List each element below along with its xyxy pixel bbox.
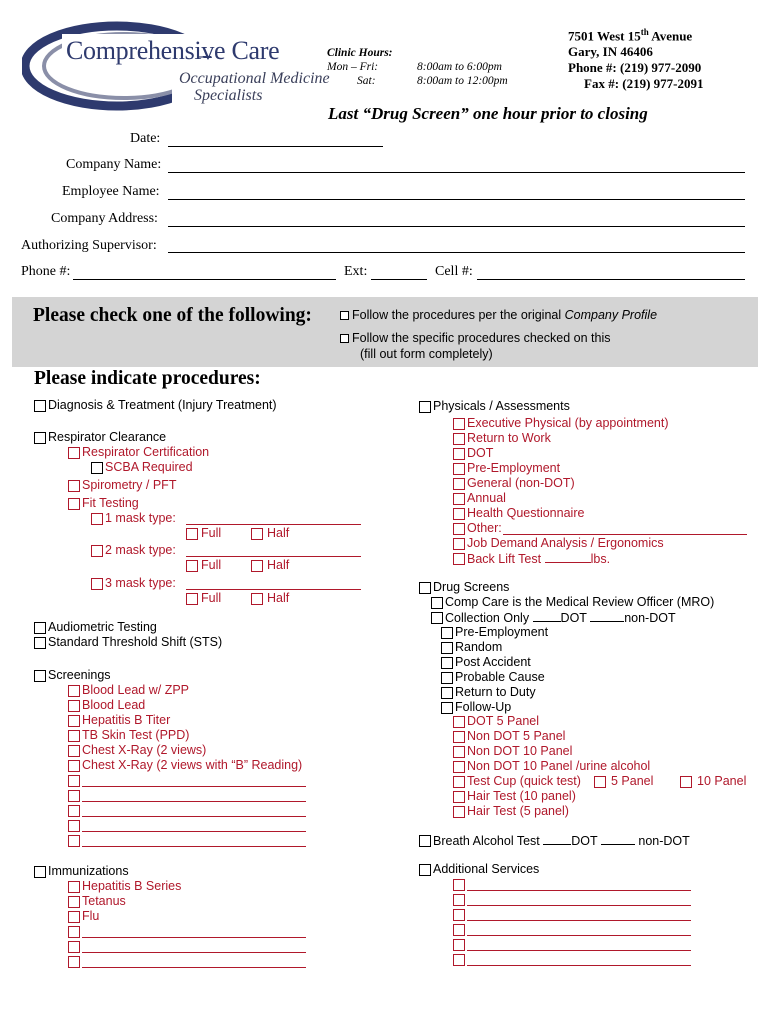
immun-item-label: Flu: [82, 909, 100, 923]
clinic-days1: Mon – Fri:: [327, 61, 379, 73]
screen-item-checkbox[interactable]: [68, 700, 80, 712]
diagnosis-label: Diagnosis & Treatment (Injury Treatment): [48, 398, 277, 412]
date-line[interactable]: [168, 146, 383, 147]
screen-item-checkbox[interactable]: [68, 760, 80, 772]
drug-screens-label: Drug Screens: [433, 580, 510, 594]
phys-item-label: Pre-Employment: [467, 461, 561, 475]
mask1-checkbox[interactable]: [91, 513, 103, 525]
reason-checkbox[interactable]: [441, 672, 453, 684]
screenings-checkbox[interactable]: [34, 670, 46, 682]
scba-label: SCBA Required: [105, 460, 193, 474]
screen-item-checkbox[interactable]: [68, 715, 80, 727]
followup-item-checkbox[interactable]: [453, 716, 465, 728]
immun-blank-checkbox[interactable]: [68, 956, 80, 968]
option2-checkbox[interactable]: [340, 334, 349, 343]
additional-blank-line[interactable]: [467, 965, 691, 966]
immunizations-checkbox[interactable]: [34, 866, 46, 878]
mask3-half-label: Half: [267, 591, 290, 605]
ext-label: Ext:: [344, 264, 368, 279]
breath-alcohol-checkbox[interactable]: [419, 835, 431, 847]
employee-name-label: Employee Name:: [62, 184, 160, 199]
additional-blank-checkbox[interactable]: [453, 894, 465, 906]
five-panel-label: 5 Panel: [611, 774, 654, 788]
followup-item-checkbox[interactable]: [453, 731, 465, 743]
additional-services-checkbox[interactable]: [419, 864, 431, 876]
drug-screens-checkbox[interactable]: [419, 582, 431, 594]
clinic-time1: 8:00am to 6:00pm: [417, 61, 502, 73]
address-city: Gary, IN 46406: [568, 44, 653, 60]
breath-alcohol-label: Breath Alcohol Test DOT non-DOT: [433, 834, 690, 848]
followup-item-label: DOT 5 Panel: [467, 714, 540, 728]
mask1-half-label: Half: [267, 526, 290, 540]
spirometry-label: Spirometry / PFT: [82, 478, 177, 492]
mask2-type-line[interactable]: [186, 556, 361, 557]
immun-blank-line[interactable]: [82, 937, 306, 938]
address-street: 7501 West 15th Avenue: [568, 27, 693, 44]
resp-cert-label: Respirator Certification: [82, 445, 210, 459]
audiometric-checkbox[interactable]: [34, 622, 46, 634]
collection-label: Collection Only DOT non-DOT: [445, 611, 676, 625]
scba-checkbox[interactable]: [91, 462, 103, 474]
immunizations-label: Immunizations: [48, 864, 129, 878]
additional-blank-checkbox[interactable]: [453, 879, 465, 891]
phys-item-label: Other:: [467, 521, 502, 535]
reason-checkbox[interactable]: [441, 687, 453, 699]
followup-item-label: Non DOT 10 Panel: [467, 744, 573, 758]
screen-item-checkbox[interactable]: [68, 745, 80, 757]
mask2-checkbox[interactable]: [91, 545, 103, 557]
company-address-line[interactable]: [168, 226, 745, 227]
phys-item-checkbox[interactable]: [453, 463, 465, 475]
clinic-hours: [327, 46, 508, 87]
clinic-hours-label: Clinic Hours:: [327, 47, 393, 59]
additional-blank-line[interactable]: [467, 890, 691, 891]
immun-item-checkbox[interactable]: [68, 896, 80, 908]
mask1-full-checkbox[interactable]: [186, 528, 198, 540]
mask3-label: 3 mask type:: [105, 576, 176, 590]
immun-blank-line[interactable]: [82, 952, 306, 953]
immun-blank-checkbox[interactable]: [68, 926, 80, 938]
test-cup-label: Test Cup (quick test): [467, 774, 581, 788]
option1-label: Follow the procedures per the original Company Profile: [352, 308, 658, 322]
option2-label: Follow the specific procedures checked on this: [352, 331, 611, 345]
phys-item-checkbox[interactable]: [453, 538, 465, 550]
immun-item-label: Hepatitis B Series: [82, 879, 182, 893]
screen-blank-line[interactable]: [82, 816, 306, 817]
resp-cert-checkbox[interactable]: [68, 447, 80, 459]
screen-item-label: TB Skin Test (PPD): [82, 728, 190, 742]
additional-blank-line[interactable]: [467, 935, 691, 936]
immun-item-label: Tetanus: [82, 894, 126, 908]
phys-item-label: Return to Work: [467, 431, 551, 445]
option1-checkbox[interactable]: [340, 311, 349, 320]
screen-item-label: Blood Lead: [82, 698, 146, 712]
logo-line1: Occupational Medicine: [179, 70, 330, 87]
phys-item-label: Job Demand Analysis / Ergonomics: [467, 536, 664, 550]
additional-blank-checkbox[interactable]: [453, 954, 465, 966]
respirator-checkbox[interactable]: [34, 432, 46, 444]
followup-item-checkbox[interactable]: [453, 746, 465, 758]
company-name-line[interactable]: [168, 172, 745, 173]
respirator-label: Respirator Clearance: [48, 430, 167, 444]
physicals-checkbox[interactable]: [419, 401, 431, 413]
additional-blank-line[interactable]: [467, 920, 691, 921]
logo-name: Comprehensive Care: [66, 36, 280, 65]
mask1-full-label: Full: [201, 526, 222, 540]
phys-item-label: Health Questionnaire: [467, 506, 585, 520]
immun-item-checkbox[interactable]: [68, 881, 80, 893]
company-logo: [22, 20, 330, 112]
reason-checkbox[interactable]: [441, 627, 453, 639]
check-one-heading: Please check one of the following:: [33, 305, 312, 326]
phys-item-label: Annual: [467, 491, 506, 505]
phone-line[interactable]: [73, 279, 336, 280]
option2-note: (fill out form completely): [360, 347, 493, 361]
reason-label: Random: [455, 640, 503, 654]
reason-label: Pre-Employment: [455, 625, 549, 639]
immun-blank-checkbox[interactable]: [68, 941, 80, 953]
phone-label: Phone #:: [21, 264, 71, 279]
other-line[interactable]: [503, 534, 747, 535]
clinic-days2: Sat:: [357, 75, 376, 87]
logo-line2: Specialists: [194, 87, 263, 104]
backlift-checkbox[interactable]: [453, 553, 465, 565]
five-panel-checkbox[interactable]: [594, 776, 606, 788]
reason-checkbox[interactable]: [441, 642, 453, 654]
phys-item-checkbox[interactable]: [453, 448, 465, 460]
ten-panel-checkbox[interactable]: [680, 776, 692, 788]
mask1-half-checkbox[interactable]: [251, 528, 263, 540]
cell-line[interactable]: [477, 279, 745, 280]
screen-blank-line[interactable]: [82, 846, 306, 847]
additional-blank-checkbox[interactable]: [453, 909, 465, 921]
phys-item-label: General (non-DOT): [467, 476, 575, 490]
screen-item-checkbox[interactable]: [68, 685, 80, 697]
supervisor-label: Authorizing Supervisor:: [21, 238, 157, 253]
company-address-label: Company Address:: [51, 211, 158, 226]
reason-label: Return to Duty: [455, 685, 536, 699]
mask2-full-label: Full: [201, 558, 222, 572]
test-cup-checkbox[interactable]: [453, 776, 465, 788]
physicals-label: Physicals / Assessments: [433, 399, 570, 413]
reason-label: Post Accident: [455, 655, 531, 669]
screen-item-label: Blood Lead w/ ZPP: [82, 683, 190, 697]
hair5-label: Hair Test (5 panel): [467, 804, 569, 818]
mask3-checkbox[interactable]: [91, 578, 103, 590]
screen-item-label: Chest X-Ray (2 views): [82, 743, 207, 757]
cell-label: Cell #:: [435, 264, 473, 279]
screen-item-label: Hepatitis B Titer: [82, 713, 171, 727]
mask2-half-checkbox[interactable]: [251, 560, 263, 572]
mask2-label: 2 mask type:: [105, 543, 176, 557]
immun-blank-line[interactable]: [82, 967, 306, 968]
followup-item-label: Non DOT 5 Panel: [467, 729, 566, 743]
check-one-panel: [12, 297, 758, 367]
backlift-label: Back Lift Test lbs.: [467, 552, 611, 566]
ten-panel-label: 10 Panel: [697, 774, 747, 788]
hair10-label: Hair Test (10 panel): [467, 789, 576, 803]
ext-line[interactable]: [371, 279, 427, 280]
spirometry-checkbox[interactable]: [68, 480, 80, 492]
mask3-type-line[interactable]: [186, 589, 361, 590]
additional-services-label: Additional Services: [433, 862, 540, 876]
address-phone: Phone #: (219) 977-2090: [568, 60, 702, 76]
screen-blank-checkbox[interactable]: [68, 820, 80, 832]
reason-label: Probable Cause: [455, 670, 545, 684]
immun-item-checkbox[interactable]: [68, 911, 80, 923]
address-fax: Fax #: (219) 977-2091: [584, 76, 704, 92]
sts-checkbox[interactable]: [34, 637, 46, 649]
mask3-full-label: Full: [201, 591, 222, 605]
supervisor-line[interactable]: [168, 252, 745, 253]
phys-item-checkbox[interactable]: [453, 508, 465, 520]
collection-checkbox[interactable]: [431, 612, 443, 624]
procedures-heading: Please indicate procedures:: [34, 368, 261, 389]
followup-item-checkbox[interactable]: [453, 761, 465, 773]
screen-blank-checkbox[interactable]: [68, 790, 80, 802]
reason-checkbox[interactable]: [441, 657, 453, 669]
phys-item-checkbox[interactable]: [453, 418, 465, 430]
mask2-half-label: Half: [267, 558, 290, 572]
logo-swoosh-icon: [22, 20, 322, 112]
followup-item-label: Non DOT 10 Panel /urine alcohol: [467, 759, 651, 773]
screen-blank-line[interactable]: [82, 801, 306, 802]
hair5-checkbox[interactable]: [453, 806, 465, 818]
date-label: Date:: [130, 131, 161, 146]
reason-label: Follow-Up: [455, 700, 512, 714]
company-name-label: Company Name:: [66, 157, 162, 172]
additional-blank-checkbox[interactable]: [453, 924, 465, 936]
employee-name-line[interactable]: [168, 199, 745, 200]
mask1-label: 1 mask type:: [105, 511, 176, 525]
additional-blank-checkbox[interactable]: [453, 939, 465, 951]
fit-testing-checkbox[interactable]: [68, 498, 80, 510]
screenings-label: Screenings: [48, 668, 111, 682]
mask1-type-line[interactable]: [186, 524, 361, 525]
mro-label: Comp Care is the Medical Review Officer (MRO): [445, 595, 715, 609]
mask2-full-checkbox[interactable]: [186, 560, 198, 572]
screen-item-checkbox[interactable]: [68, 730, 80, 742]
hair10-checkbox[interactable]: [453, 791, 465, 803]
screen-item-label: Chest X-Ray (2 views with “B” Reading): [82, 758, 303, 772]
phys-item-checkbox[interactable]: [453, 493, 465, 505]
additional-blank-line[interactable]: [467, 950, 691, 951]
phys-item-label: DOT: [467, 446, 494, 460]
screen-blank-line[interactable]: [82, 786, 306, 787]
drug-screen-notice: Last “Drug Screen” one hour prior to closing: [328, 104, 648, 123]
diagnosis-checkbox[interactable]: [34, 400, 46, 412]
mask3-full-checkbox[interactable]: [186, 593, 198, 605]
additional-blank-line[interactable]: [467, 905, 691, 906]
screen-blank-line[interactable]: [82, 831, 306, 832]
fit-testing-label: Fit Testing: [82, 496, 139, 510]
audiometric-label: Audiometric Testing: [48, 620, 157, 634]
phys-item-checkbox[interactable]: [453, 523, 465, 535]
clinic-time2: 8:00am to 12:00pm: [417, 75, 508, 87]
clinic-address: [568, 24, 758, 92]
sts-label: Standard Threshold Shift (STS): [48, 635, 223, 649]
screen-blank-checkbox[interactable]: [68, 775, 80, 787]
phys-item-label: Executive Physical (by appointment): [467, 416, 669, 430]
reason-checkbox[interactable]: [441, 702, 453, 714]
screen-blank-checkbox[interactable]: [68, 835, 80, 847]
mask3-half-checkbox[interactable]: [251, 593, 263, 605]
phys-item-checkbox[interactable]: [453, 433, 465, 445]
mro-checkbox[interactable]: [431, 597, 443, 609]
phys-item-checkbox[interactable]: [453, 478, 465, 490]
screen-blank-checkbox[interactable]: [68, 805, 80, 817]
